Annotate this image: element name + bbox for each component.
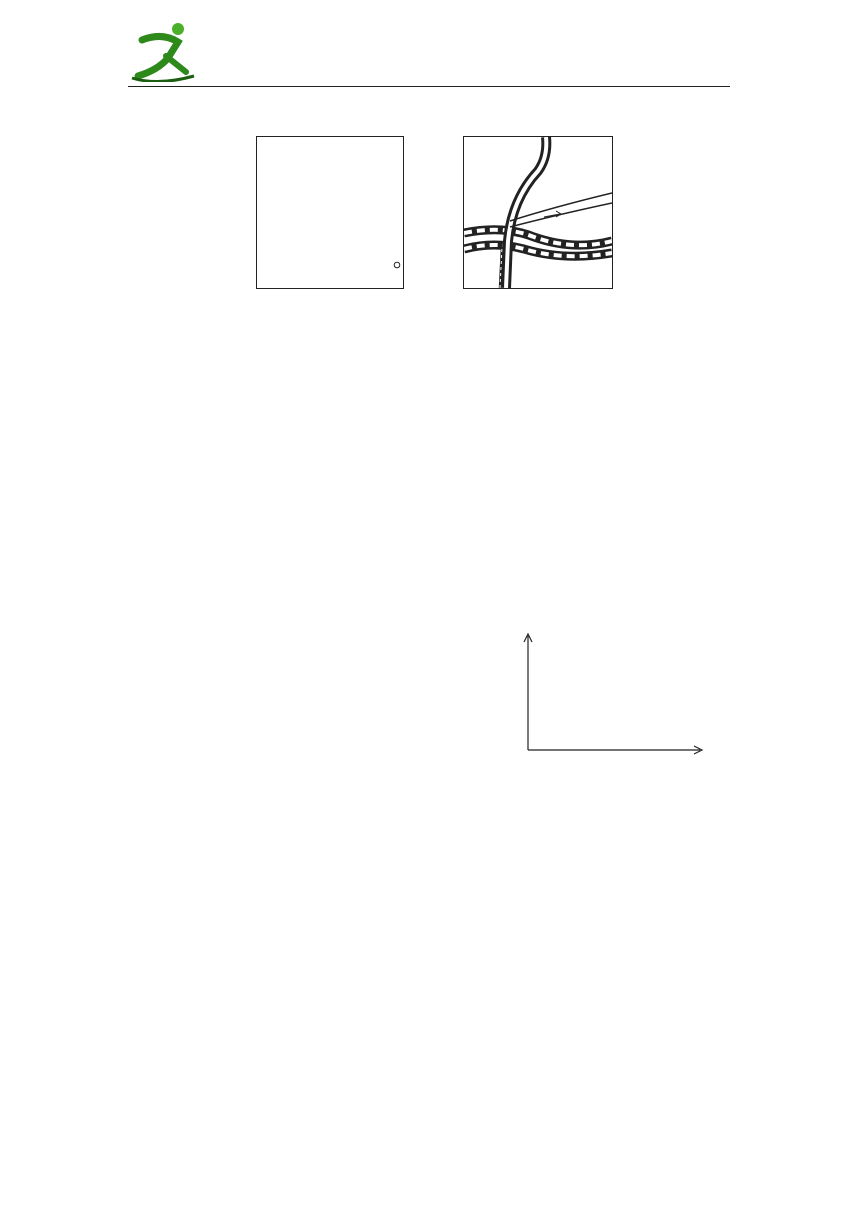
figure-1-drawing xyxy=(257,137,403,288)
urbanization-line-chart xyxy=(500,628,732,770)
figure-1-map xyxy=(256,136,404,289)
figure-2-drawing xyxy=(464,137,612,288)
figure-2-map xyxy=(463,136,613,289)
city-b-marker-icon xyxy=(393,261,401,269)
logo-runner-icon xyxy=(128,20,198,82)
header-rule xyxy=(128,86,730,87)
